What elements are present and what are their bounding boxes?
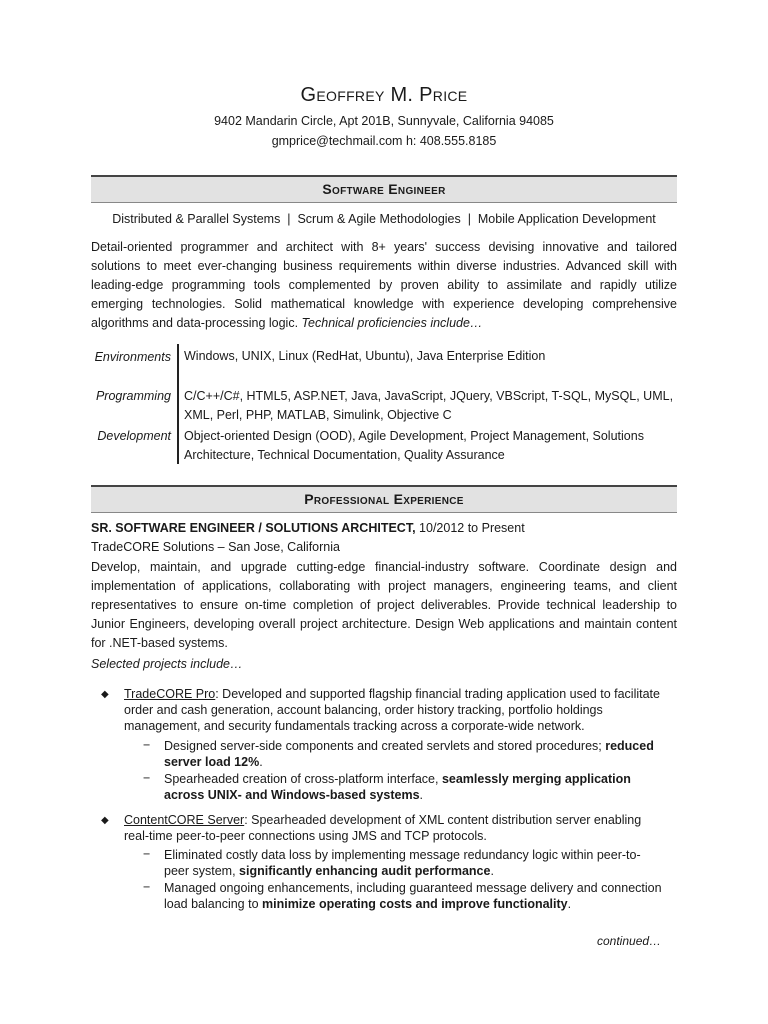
project-name: ContentCORE Server <box>124 813 245 827</box>
project-tradecore-pro <box>124 686 664 734</box>
job-description: Develop, maintain, and upgrade cutting-edge financial-industry software. Coordinate design and implementation of applications, collaborating with project managers, engineering teams, and client representatives to ensure on-time completion of project deliverables. Provide technical leadership to Junior Engineers, developing overall project architecture. Design Web applications and maintain content for .NET-based systems. <box>91 560 677 650</box>
job-title-line <box>91 521 525 535</box>
project-description: : Developed and supported flagship financial trading application used to facilitate order and cash generation, account balancing, order history tracking, portfolio holdings management, and security fundamentals tracking across a corporate-wide network. <box>124 687 660 733</box>
achievement-highlight: significantly enhancing audit performance <box>239 864 491 878</box>
achievement-highlight: reduced server load 12% <box>164 739 654 769</box>
address: 9402 Mandarin Circle, Apt 201B, Sunnyvale, California 94085 <box>214 114 554 128</box>
prof-label-development: Development <box>97 429 171 443</box>
dash-icon: − <box>143 771 151 785</box>
achievement-end: . <box>490 864 494 878</box>
diamond-bullet-icon: ◆ <box>101 689 109 700</box>
project-contentcore-server <box>124 812 664 844</box>
achievement-highlight: seamlessly merging application across UNIX- and Windows-based systems <box>164 772 631 802</box>
dash-icon: − <box>143 880 151 894</box>
section-header-experience: Professional Experience <box>91 485 677 513</box>
project-achievement <box>164 880 664 912</box>
project-achievement <box>164 771 664 803</box>
continued-note: continued… <box>597 934 662 948</box>
prof-value-development: Object-oriented Design (OOD), Agile Development, Project Management, Solutions Architecture, Technical Documentation, Quality Assurance <box>184 429 644 462</box>
project-name: TradeCORE Pro <box>124 687 216 701</box>
summary-tail: Technical proficiencies include… <box>301 316 483 330</box>
summary-paragraph <box>91 238 677 333</box>
prof-label-environments: Environments <box>94 350 171 364</box>
contact-info: gmprice@techmail.com h: 408.555.8185 <box>271 134 497 148</box>
skills-line: Distributed & Parallel Systems | Scrum & Agile Methodologies | Mobile Application Development <box>112 212 656 226</box>
achievement-highlight: minimize operating costs and improve functionality <box>262 897 568 911</box>
job-dates: 10/2012 to Present <box>419 521 525 535</box>
achievement-text: Spearheaded creation of cross-platform interface, <box>164 772 442 786</box>
achievement-text: Designed server-side components and created servlets and stored procedures; <box>164 739 606 753</box>
project-achievement <box>164 738 664 770</box>
prof-value-programming: C/C++/C#, HTML5, ASP.NET, Java, JavaScript, JQuery, VBScript, T-SQL, MySQL, UML, XML, Perl, PHP, MATLAB, Simulink, Objective C <box>184 389 674 422</box>
candidate-name: Geoffrey M. Price <box>300 84 468 106</box>
achievement-end: . <box>567 897 572 911</box>
achievement-end: . <box>259 755 263 769</box>
proficiencies-divider <box>177 344 179 464</box>
prof-label-programming: Programming <box>95 389 171 403</box>
dash-icon: − <box>143 738 151 752</box>
summary-text: Detail-oriented programmer and architect with 8+ years' success devising innovative and tailored solutions to meet ever-changing business requirements within diverse industries. Advanced skill with leading-edge programming tools complemented by proven ability to assimilate and rapidly utilize emerging technologies. Solid mathematical knowledge with experience developing comprehensive algorithms and data-processing logic. <box>91 240 677 330</box>
section-header-summary: Software Engineer <box>91 175 677 203</box>
company: TradeCORE Solutions – San Jose, California <box>91 540 340 554</box>
diamond-bullet-icon: ◆ <box>101 815 109 826</box>
project-description: : Spearheaded development of XML content distribution server enabling real-time peer-to-peer connections using JMS and TCP protocols. <box>124 813 642 843</box>
selected-projects-intro: Selected projects include… <box>91 657 243 671</box>
prof-value-environments: Windows, UNIX, Linux (RedHat, Ubuntu), Java Enterprise Edition <box>184 349 546 363</box>
dash-icon: − <box>143 847 151 861</box>
achievement-text: Eliminated costly data loss by implementing message redundancy logic within peer-to-peer system, <box>164 848 641 878</box>
project-achievement <box>164 847 664 879</box>
job-title: SR. SOFTWARE ENGINEER / SOLUTIONS ARCHITECT, <box>91 521 416 535</box>
achievement-text: Managed ongoing enhancements, including guaranteed message delivery and connection load balancing to <box>164 881 662 911</box>
achievement-end: . <box>419 788 424 802</box>
